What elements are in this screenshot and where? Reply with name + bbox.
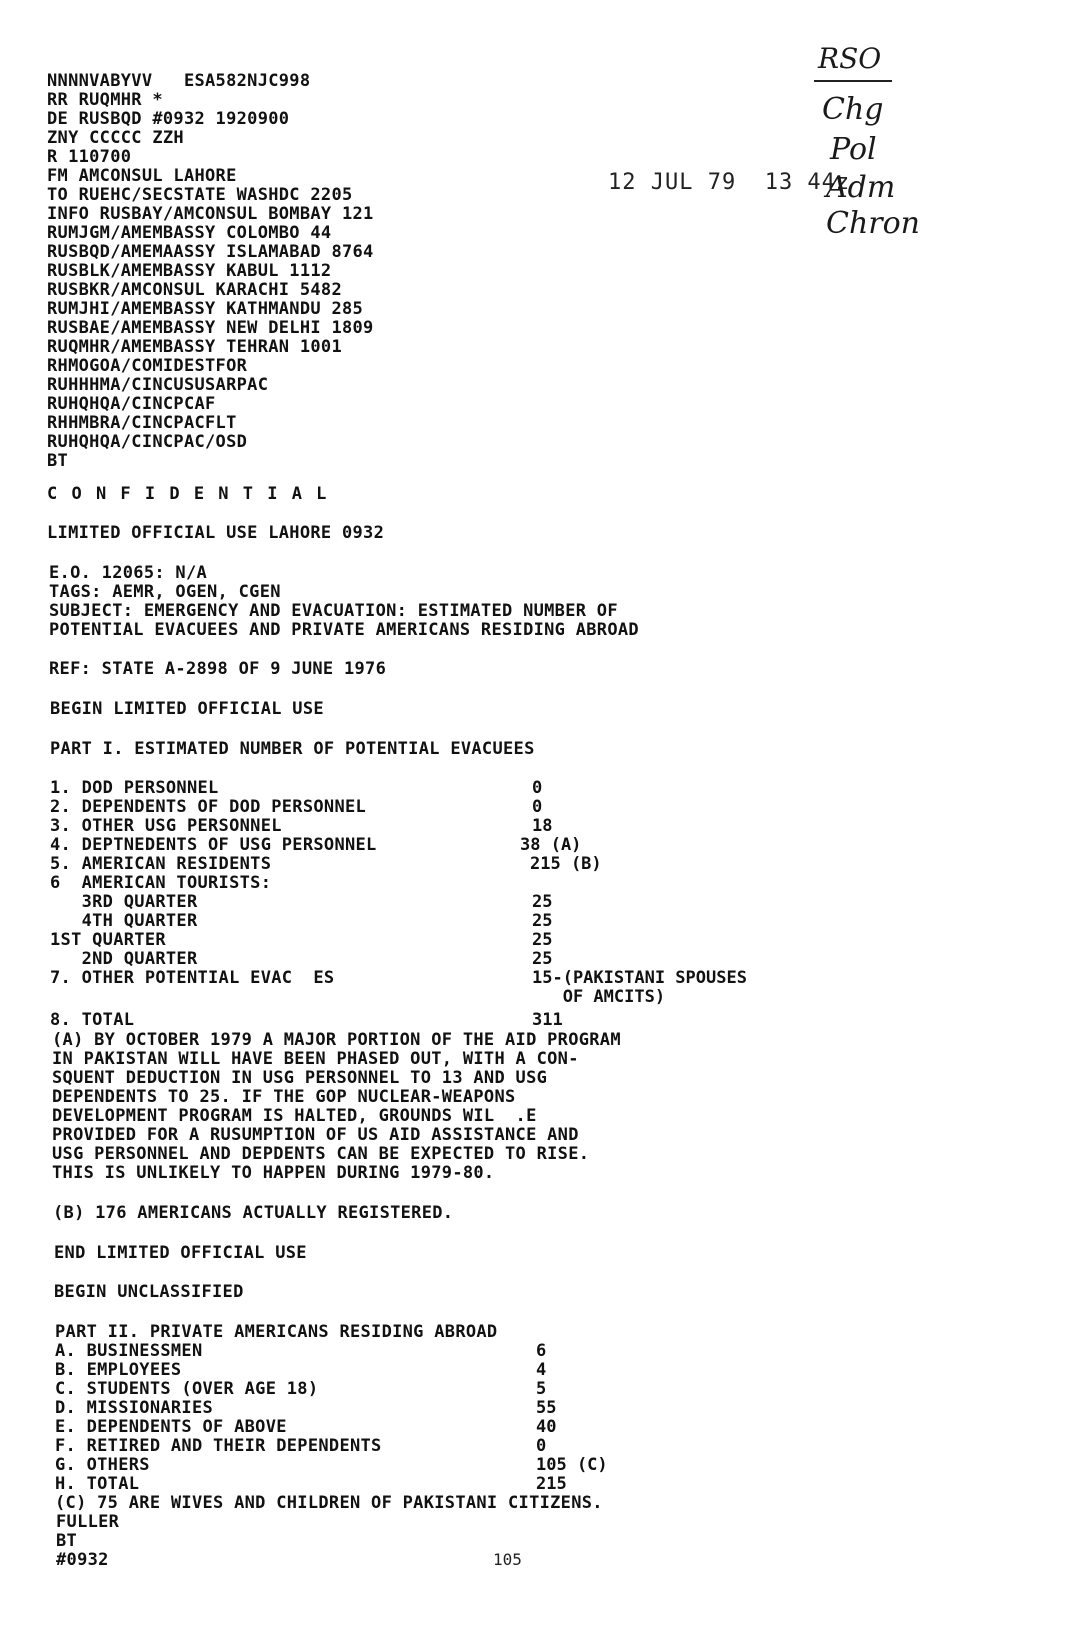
handwritten-chron: Chron — [826, 206, 920, 241]
table-row-label: D. MISSIONARIES — [55, 1398, 214, 1418]
begin-lou: BEGIN LIMITED OFFICIAL USE — [50, 699, 324, 719]
header-line: RUSBKR/AMCONSUL KARACHI 5482 — [47, 280, 342, 300]
table-row-value: 105 (C) — [536, 1455, 608, 1475]
table-row-label: 8. TOTAL — [50, 1010, 135, 1030]
header-line: DE RUSBQD #0932 1920900 — [47, 109, 290, 129]
header-line: RUHQHQA/CINCPCAF — [47, 394, 216, 414]
table-row-label: C. STUDENTS (OVER AGE 18) — [55, 1379, 319, 1399]
handwritten-pol: Pol — [830, 132, 877, 167]
note-a-line: DEVELOPMENT PROGRAM IS HALTED, GROUNDS WIL .E — [52, 1106, 537, 1126]
header-line: RHMOGOA/COMIDESTFOR — [47, 356, 248, 376]
limited-official-use-line: LIMITED OFFICIAL USE LAHORE 0932 — [47, 523, 385, 543]
table-row-label: 1ST QUARTER — [50, 930, 166, 950]
header-line: RUSBLK/AMEMBASSY KABUL 1112 — [47, 261, 332, 281]
note-a-line: PROVIDED FOR A RUSUMPTION OF US AID ASSISTANCE AND — [52, 1125, 579, 1145]
received-stamp: 12 JUL 79 13 44z — [608, 170, 851, 195]
page-number: 105 — [493, 1550, 522, 1569]
header-line: RUSBQD/AMEMAASSY ISLAMABAD 8764 — [47, 242, 374, 262]
handwritten-chg: Chg — [822, 92, 884, 127]
table-row-label: 4. DEPTNEDENTS OF USG PERSONNEL — [50, 835, 377, 855]
table-row-value: 6 — [536, 1341, 547, 1361]
header-line: RUMJGM/AMEMBASSY COLOMBO 44 — [47, 223, 332, 243]
note-a-line: USG PERSONNEL AND DEPDENTS CAN BE EXPECTED TO RISE. — [52, 1144, 590, 1164]
header-line: FM AMCONSUL LAHORE — [47, 166, 237, 186]
note-a-line: SQUENT DEDUCTION IN USG PERSONNEL TO 13 AND USG — [52, 1068, 548, 1088]
table-row-value: 40 — [536, 1417, 557, 1437]
table-row-label: A. BUSINESSMEN — [55, 1341, 203, 1361]
table-row-label: B. EMPLOYEES — [55, 1360, 182, 1380]
eo-line: E.O. 12065: N/A — [49, 563, 208, 583]
subject-line: SUBJECT: EMERGENCY AND EVACUATION: ESTIMATED NUMBER OF — [49, 601, 618, 621]
table-row-value: 25 — [532, 949, 553, 969]
note-a-line: THIS IS UNLIKELY TO HAPPEN DURING 1979-80. — [52, 1163, 495, 1183]
table-row-label: E. DEPENDENTS OF ABOVE — [55, 1417, 287, 1437]
header-line: BT — [47, 451, 69, 471]
note-a-line: DEPENDENTS TO 25. IF THE GOP NUCLEAR-WEAPONS — [52, 1087, 516, 1107]
table-row-value: 15-(PAKISTANI SPOUSES — [532, 968, 747, 988]
table-row-value: 18 — [532, 816, 553, 836]
handwritten-underline — [814, 80, 892, 82]
note-c: (C) 75 ARE WIVES AND CHILDREN OF PAKISTANI CITIZENS. — [55, 1493, 603, 1513]
table-row-label: G. OTHERS — [55, 1455, 150, 1475]
header-line: RUHHHMA/CINCUSUSARPAC — [47, 375, 269, 395]
footer-bt: BT — [56, 1531, 78, 1551]
end-lou: END LIMITED OFFICIAL USE — [54, 1243, 307, 1263]
table-row-label: 2ND QUARTER — [50, 949, 198, 969]
begin-unclassified: BEGIN UNCLASSIFIED — [54, 1282, 244, 1302]
header-line: RR RUQMHR * — [47, 90, 163, 110]
table-row-value: 5 — [536, 1379, 547, 1399]
table-row-label: 2. DEPENDENTS OF DOD PERSONNEL — [50, 797, 367, 817]
header-line: TO RUEHC/SECSTATE WASHDC 2205 — [47, 185, 353, 205]
tags-line: TAGS: AEMR, OGEN, CGEN — [49, 582, 281, 602]
header-line: ZNY CCCCC ZZH — [47, 128, 184, 148]
table-row-value: 25 — [532, 930, 553, 950]
table-row-label: F. RETIRED AND THEIR DEPENDENTS — [55, 1436, 382, 1456]
table-row-value: 215 — [536, 1474, 567, 1494]
table-row-value: OF AMCITS) — [532, 987, 666, 1007]
note-a-line: IN PAKISTAN WILL HAVE BEEN PHASED OUT, WITH A CON- — [52, 1049, 579, 1069]
table-row-label: 3RD QUARTER — [50, 892, 198, 912]
table-row-label: 3. OTHER USG PERSONNEL — [50, 816, 282, 836]
header-line: RUMJHI/AMEMBASSY KATHMANDU 285 — [47, 299, 364, 319]
classification: C O N F I D E N T I A L — [47, 484, 329, 504]
table-row-value: 0 — [532, 797, 543, 817]
note-b: (B) 176 AMERICANS ACTUALLY REGISTERED. — [53, 1203, 454, 1223]
ref-line: REF: STATE A-2898 OF 9 JUNE 1976 — [49, 659, 387, 679]
table-row-label: 4TH QUARTER — [50, 911, 198, 931]
header-line: RUQMHR/AMEMBASSY TEHRAN 1001 — [47, 337, 342, 357]
table-row-value: 0 — [532, 778, 543, 798]
table-row-label: 7. OTHER POTENTIAL EVAC ES — [50, 968, 335, 988]
table-row-value: 311 — [532, 1010, 563, 1030]
part-1-title: PART I. ESTIMATED NUMBER OF POTENTIAL EVACUEES — [50, 739, 535, 759]
header-line: R 110700 — [47, 147, 132, 167]
header-line: RHHMBRA/CINCPACFLT — [47, 413, 237, 433]
table-row-value: 25 — [532, 892, 553, 912]
signer: FULLER — [56, 1512, 120, 1532]
handwritten-rso: RSO — [818, 42, 882, 75]
table-row-value: 0 — [536, 1436, 547, 1456]
table-row-value: 25 — [532, 911, 553, 931]
subject-line: POTENTIAL EVACUEES AND PRIVATE AMERICANS RESIDING ABROAD — [49, 620, 639, 640]
table-row-value: 38 (A) — [520, 835, 582, 855]
header-line: RUHQHQA/CINCPAC/OSD — [47, 432, 248, 452]
table-row-value: 55 — [536, 1398, 557, 1418]
header-line: NNNNVABYVV ESA582NJC998 — [47, 71, 311, 91]
header-line: RUSBAE/AMEMBASSY NEW DELHI 1809 — [47, 318, 374, 338]
message-number: #0932 — [56, 1550, 109, 1570]
handwritten-adm: Adm — [826, 170, 896, 205]
header-line: INFO RUSBAY/AMCONSUL BOMBAY 121 — [47, 204, 374, 224]
table-row-label: 6 AMERICAN TOURISTS: — [50, 873, 272, 893]
table-row-label: 1. DOD PERSONNEL — [50, 778, 219, 798]
table-row-label: 5. AMERICAN RESIDENTS — [50, 854, 272, 874]
note-a-line: (A) BY OCTOBER 1979 A MAJOR PORTION OF THE AID PROGRAM — [52, 1030, 621, 1050]
table-row-label: H. TOTAL — [55, 1474, 140, 1494]
table-row-value: 215 (B) — [530, 854, 602, 874]
part-2-title: PART II. PRIVATE AMERICANS RESIDING ABROAD — [55, 1322, 498, 1342]
table-row-value: 4 — [536, 1360, 547, 1380]
